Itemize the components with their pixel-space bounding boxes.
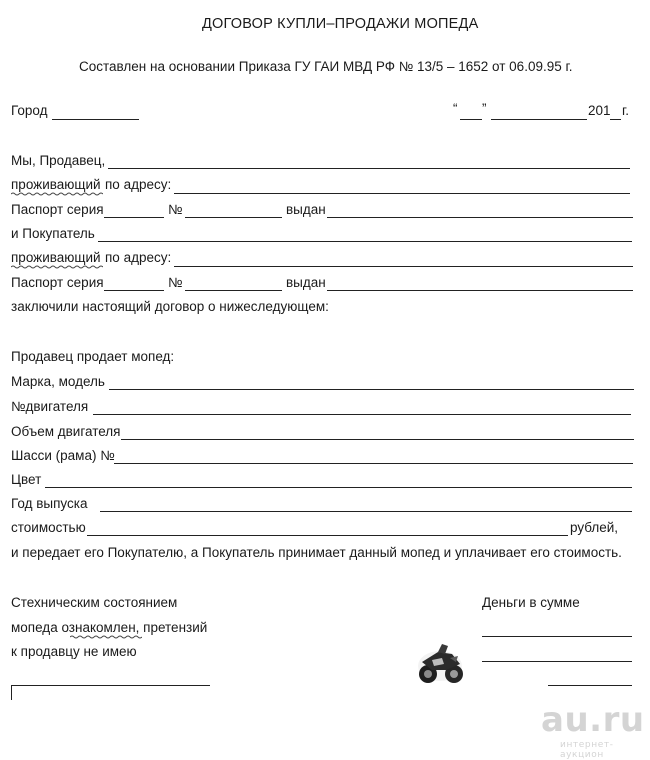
- seller-passport-series-line[interactable]: [104, 217, 164, 218]
- buyer-issued-label: выдан: [286, 275, 326, 290]
- agreement-text: заключили настоящий договор о нижеследующем:: [11, 299, 329, 314]
- date-open-quote: “: [453, 101, 458, 116]
- engine-number-label: №двигателя: [11, 399, 89, 414]
- color-label: Цвет: [11, 472, 42, 487]
- chassis-label: Шасси (рама) №: [11, 448, 115, 463]
- day-field-line[interactable]: [460, 119, 482, 120]
- month-field-line[interactable]: [491, 119, 587, 120]
- moped-intro: Продавец продает мопед:: [11, 349, 175, 364]
- money-amount-line-2[interactable]: [482, 661, 632, 662]
- seller-address-label: по адресу:: [105, 177, 172, 192]
- price-label: стоимостью: [11, 520, 86, 535]
- make-model-label: Марка, модель: [11, 374, 105, 389]
- document-subtitle: Составлен на основании Приказа ГУ ГАИ МВД РФ № 13/5 – 1652 от 06.09.95 г.: [79, 59, 573, 74]
- year-suffix: г.: [622, 103, 630, 118]
- seller-number-sign: №: [168, 202, 183, 217]
- color-line[interactable]: [45, 487, 632, 488]
- buyer-number-sign: №: [168, 275, 183, 290]
- text-cursor: [11, 686, 12, 700]
- watermark-tagline: интернет-аукцион: [560, 740, 614, 760]
- transfer-text: и передает его Покупателю, а Покупатель принимает данный мопед и уплачивает его стоимость.: [11, 545, 622, 560]
- seller-issued-label: выдан: [286, 202, 326, 217]
- city-field-line[interactable]: [52, 119, 139, 120]
- buyer-address-label: по адресу:: [105, 250, 172, 265]
- make-model-line[interactable]: [109, 389, 634, 390]
- year-label: Год выпуска: [11, 496, 88, 511]
- moped-image: [412, 640, 468, 688]
- buyer-residing-label: проживающий: [11, 250, 101, 265]
- condition-line-1: Стехническим состоянием: [11, 595, 178, 610]
- city-label: Город: [11, 103, 48, 118]
- buyer-field-line[interactable]: [98, 241, 632, 242]
- buyer-passport-label: Паспорт серия: [11, 275, 104, 290]
- condition-line-2: мопеда ознакомлен, претензий: [11, 620, 208, 635]
- seller-passport-label: Паспорт серия: [11, 202, 104, 217]
- money-amount-line-1[interactable]: [482, 636, 632, 637]
- buyer-address-line[interactable]: [174, 266, 633, 267]
- seller-signature-line[interactable]: [548, 685, 632, 686]
- year-prefix: 201: [588, 103, 611, 118]
- spellcheck-underline: [11, 192, 103, 196]
- buyer-signature-line[interactable]: [11, 685, 210, 686]
- seller-field-line[interactable]: [108, 168, 630, 169]
- year-field-line[interactable]: [610, 119, 621, 120]
- currency-label: рублей,: [570, 520, 619, 535]
- buyer-label: и Покупатель: [11, 226, 95, 241]
- engine-volume-line[interactable]: [121, 439, 634, 440]
- seller-label: Мы, Продавец,: [11, 153, 106, 168]
- document-title: ДОГОВОР КУПЛИ–ПРОДАЖИ МОПЕДА: [202, 16, 479, 32]
- seller-residing-label: проживающий: [11, 177, 101, 192]
- spellcheck-underline: [70, 635, 142, 639]
- condition-line-3: к продавцу не имею: [11, 644, 137, 659]
- chassis-line[interactable]: [114, 463, 633, 464]
- watermark-logo: au.ru: [541, 700, 645, 740]
- spellcheck-underline: [11, 265, 103, 269]
- buyer-passport-series-line[interactable]: [104, 290, 164, 291]
- seller-issued-line[interactable]: [327, 217, 633, 218]
- engine-volume-label: Объем двигателя: [11, 424, 121, 439]
- date-close-quote: ”: [482, 101, 487, 116]
- engine-number-line[interactable]: [93, 414, 631, 415]
- seller-address-line[interactable]: [174, 193, 630, 194]
- money-label: Деньги в сумме: [482, 595, 580, 610]
- price-line[interactable]: [87, 535, 568, 536]
- buyer-passport-number-line[interactable]: [185, 290, 282, 291]
- seller-passport-number-line[interactable]: [185, 217, 282, 218]
- buyer-issued-line[interactable]: [327, 290, 633, 291]
- year-line[interactable]: [100, 511, 632, 512]
